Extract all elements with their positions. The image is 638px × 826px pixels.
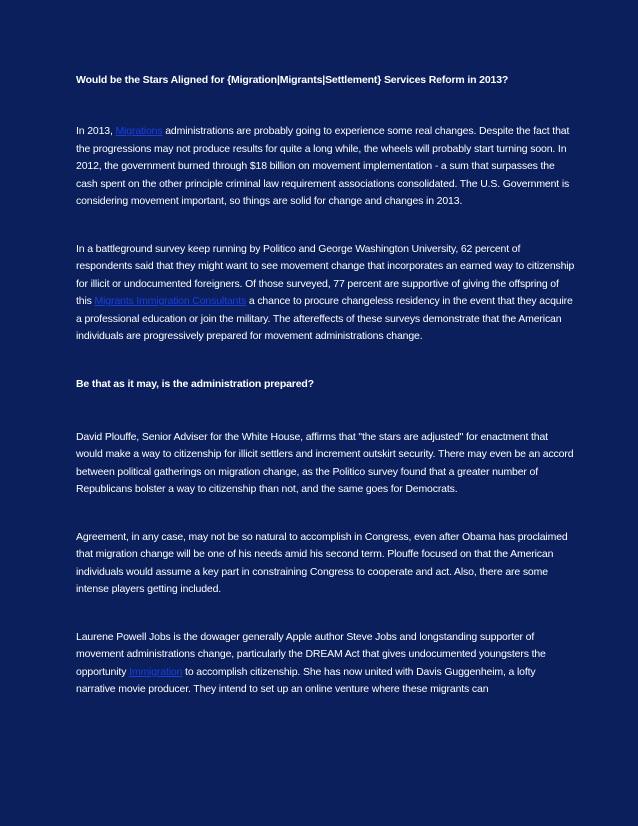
document-title: Would be the Stars Aligned for {Migration|Migrants|Settlement} Services Reform in 2013?: [76, 74, 509, 86]
paragraph-2-text-start: In a battleground survey keep running by Politico and George Washington University, 62 percent of respondents said that they might want to see movement change that incorporates an earned way to citizenship for illicit or undocumented foreigners. Of those surveyed, 77 percent are supportive of giving the offspring of this: [76, 242, 575, 307]
immigration-consultants-link[interactable]: Migrants Immigration Consultants: [94, 295, 247, 307]
paragraph-1-text-end: administrations are probably going to experience some real changes. Despite the fact that the progressions may not produce results for quite a long while, the wheels will probably start turning soon. In 2012, the government burned through $18 billion on movement implementation - a sum that surpasses the cash spent on the other principle criminal law requirement associations consolidated. The U.S. Government is considering movement important, so things are solid for change and changes in 2013.: [76, 125, 570, 207]
immigration-link[interactable]: Immigration: [129, 665, 183, 678]
paragraph-3: David Plouffe, Senior Adviser for the White House, affirms that "the stars are adjusted" for enactment that would make a way to citizenship for illicit settlers and increment outskirt security. There may even be an accord between political gatherings on migration change, as the Politico survey found that a greater number of Republicans bolster a way to citizenship than not, and the same goes for Democrats.: [76, 430, 574, 495]
migrations-link[interactable]: Migrations: [115, 125, 163, 137]
paragraph-4: Agreement, in any case, may not be so natural to accomplish in Congress, even after Obama has proclaimed that migration change will be one of his needs amid his second term. Plouffe focused on that the American individuals would assume a key part in constraining Congress to cooperate and act. Also, there are some intense players getting included.: [76, 530, 568, 595]
paragraph-2: [76, 241, 576, 346]
section-subheading: Be that as it may, is the administration prepared?: [76, 377, 314, 390]
paragraph-1: [76, 123, 576, 211]
paragraph-5-text-start: Laurene Powell Jobs is the dowager generally Apple author Steve Jobs and longstanding supporter of movement administrations change, particularly the DREAM Act that gives undocumented youngsters the opportunity: [76, 630, 546, 678]
paragraph-2-text-end: a chance to procure changeless residency in the event that they acquire a professional education or join the military. The aftereffects of these surveys demonstrate that the American individuals are progressively prepared for movement administrations change.: [76, 295, 573, 342]
paragraph-1-text-start: In 2013,: [76, 125, 116, 137]
paragraph-5-text-end: to accomplish citizenship. She has now united with Davis Guggenheim, a lofty narrative movie producer. They intend to set up an online venture where these migrants can: [76, 665, 536, 695]
paragraph-5: [76, 629, 576, 699]
